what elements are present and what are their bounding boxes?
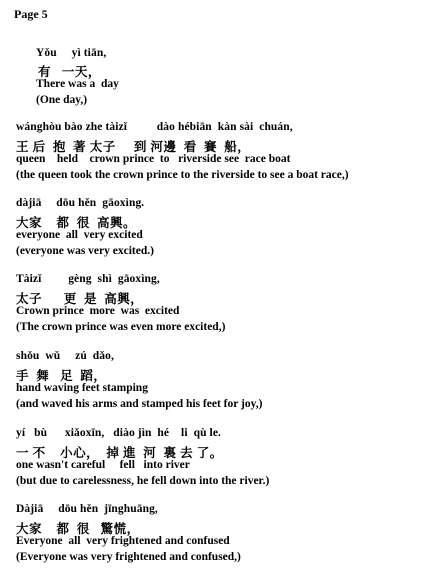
hanzi-line: 太子 更 是 高興， [16,292,144,306]
literal-line: everyone all very excited [16,229,143,241]
hanzi-line: 王 后 抱 著 太子 到 河邊 看 賽 船， [16,140,251,154]
translation-line: (Everyone was very frightened and confused,) [16,551,241,563]
pinyin-line: Dàjiā dōu hěn jīnghuāng, [16,503,158,515]
translation-line: (the queen took the crown prince to the riverside to see a boat race,) [16,169,349,181]
hanzi-line: 手 舞 足 蹈， [16,369,107,383]
pinyin-line: Yǒu yì tiān, [36,47,107,59]
hanzi-line: 一 不 小心， 掉 進 河 裏 去 了。 [16,446,223,460]
literal-line: hand waving feet stamping [16,382,148,394]
translation-line: (but due to carelessness, he fell down into the river.) [16,475,270,487]
pinyin-line: yí bù xiǎoxīn, diào jìn hé li qù le. [16,427,222,439]
hanzi-line: 大家 都 很 高興。 [16,216,137,230]
pinyin-line: Tàizǐ gèng shì gāoxìng, [16,273,160,285]
page-label: Page 5 [14,7,48,21]
translation-line: (One day,) [36,94,88,106]
hanzi-line: 有 一天， [38,65,101,79]
hanzi-line: 大家 都 很 驚慌， [16,522,140,536]
pinyin-line: shǒu wǔ zú dǎo, [16,350,114,362]
literal-line: Crown prince more was excited [16,305,180,317]
pinyin-line: dàjiā dōu hěn gāoxìng. [16,197,145,209]
translation-line: (The crown prince was even more excited,) [16,321,226,333]
pinyin-line: wánghòu bào zhe tàizǐ dào hébiān kàn sài chuán, [16,121,293,133]
literal-line: Everyone all very frightened and confused [16,535,230,547]
literal-line: queen held crown prince to riverside see race boat [16,153,291,165]
translation-line: (everyone was very excited.) [16,245,154,257]
translation-line: (and waved his arms and stamped his feet for joy,) [16,398,263,410]
literal-line: one wasn't careful fell into river [16,459,190,471]
literal-line: There was a day [36,78,119,90]
